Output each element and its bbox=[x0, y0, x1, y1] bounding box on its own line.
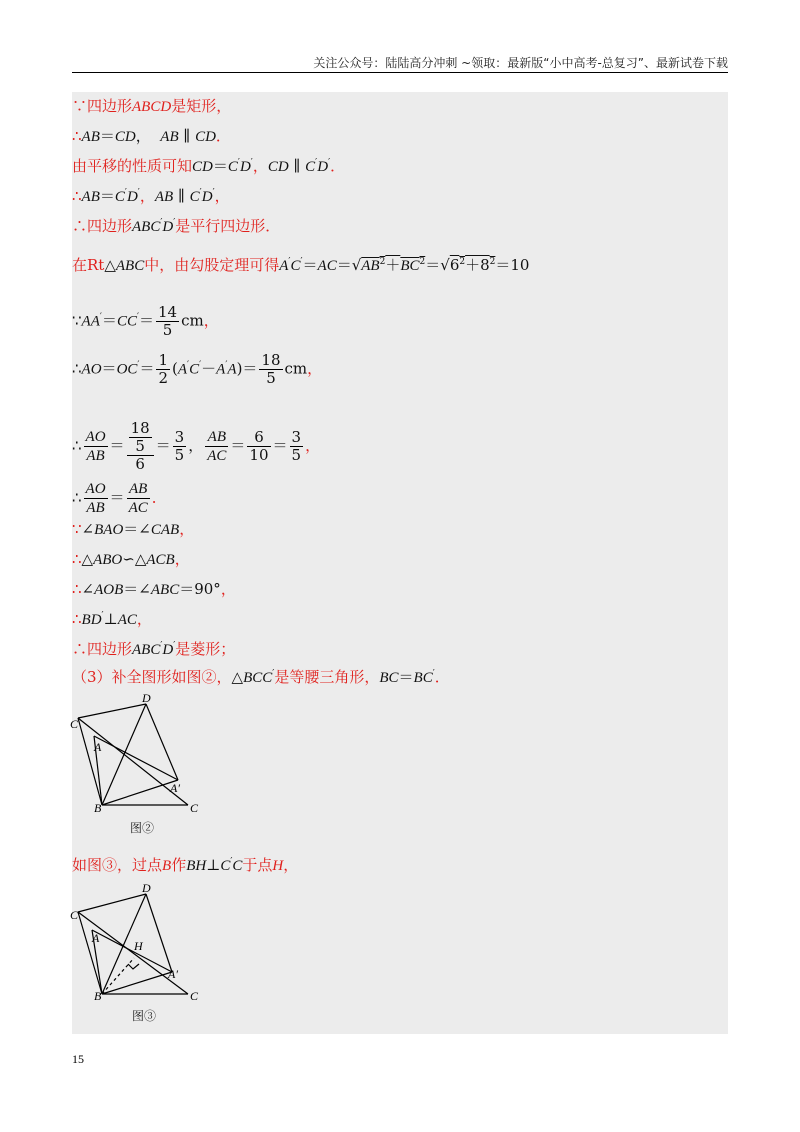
line-8: ∴AO＝OC′＝ $\frac{1}{2}$ (A′C′－A′A)＝ $\frac{18}{5}$ cm， bbox=[72, 351, 323, 387]
fig3-label-a: A bbox=[92, 931, 100, 945]
fig3-label-d: D bbox=[142, 881, 151, 895]
line-13: ∴∠AOB＝∠ABC＝90°， bbox=[72, 580, 236, 598]
line-1: ∵四边形ABCD是矩形， bbox=[72, 97, 232, 115]
page-header: 关注公众号：陆陆高分冲刺 ~领取：最新版“小中高考-总复习”、最新试卷下载 bbox=[313, 56, 728, 70]
page-number: 15 bbox=[72, 1052, 84, 1066]
line-10: ∴ $\frac{AO}{AB}$ ＝ $\frac{AB}{AC}$ ． bbox=[72, 481, 167, 516]
fig2-label-a1: A′ bbox=[170, 781, 180, 795]
fig2-label-b: B bbox=[94, 801, 102, 815]
line-15: ∴四边形ABC′D′是菱形； bbox=[72, 640, 236, 658]
fig3-label-c1: C bbox=[70, 908, 79, 922]
line-9: ∴ $\frac{AO}{AB}$ ＝ $\frac{\frac{18}{5}}{6}$ ＝ $\frac{3}{5}$ ， $\frac{AB}{AC}$ ＝ $\frac{6}{10}$ ＝ $\frac{3}{5}$ ， bbox=[72, 419, 321, 473]
figure-2 bbox=[68, 690, 208, 842]
fig3-caption: 图③ bbox=[132, 1009, 157, 1023]
line-11: ∵∠BAO＝∠CAB， bbox=[72, 520, 195, 538]
line-14: ∴BD′⊥AC， bbox=[72, 610, 152, 628]
fig2-label-a: A bbox=[94, 740, 102, 754]
line-3: 由平移的性质可知CD＝C′D′，CD ∥ C′D′． bbox=[72, 157, 346, 175]
line-17: 如图③，过点B作BH⊥C′C于点H， bbox=[72, 856, 299, 874]
line-6: 在Rt△ABC中，由勾股定理可得$A'C'=AC=√AB^2+BC^2=√6^2+8^2=10$ bbox=[72, 256, 530, 274]
fig3-label-a1: A′ bbox=[168, 967, 178, 981]
line-7: ∵AA′＝CC′＝ $\frac{14}{5}$ cm， bbox=[72, 303, 219, 339]
line-2: ∴AB＝CD， AB ∥ CD． bbox=[72, 127, 231, 145]
fig2-label-c: C bbox=[190, 801, 199, 815]
line-12: ∴△ABO∽△ACB， bbox=[72, 550, 190, 568]
fig2-label-c1: C bbox=[70, 717, 79, 731]
line-5: ∴四边形ABC′D′是平行四边形． bbox=[72, 217, 281, 235]
fig3-label-h: H bbox=[134, 939, 143, 953]
fig2-label-d: D bbox=[142, 691, 151, 705]
line-4: ∴AB＝C′D′，AB ∥ C′D′， bbox=[72, 187, 230, 205]
line-16: （3）补全图形如图②，△BCC′是等腰三角形，BC＝BC′． bbox=[72, 668, 450, 686]
fig2-caption: 图② bbox=[130, 821, 155, 835]
figure-3 bbox=[68, 878, 208, 1032]
header-rule bbox=[72, 72, 728, 73]
fig3-label-b: B bbox=[94, 989, 102, 1003]
fig3-label-c: C bbox=[190, 989, 199, 1003]
